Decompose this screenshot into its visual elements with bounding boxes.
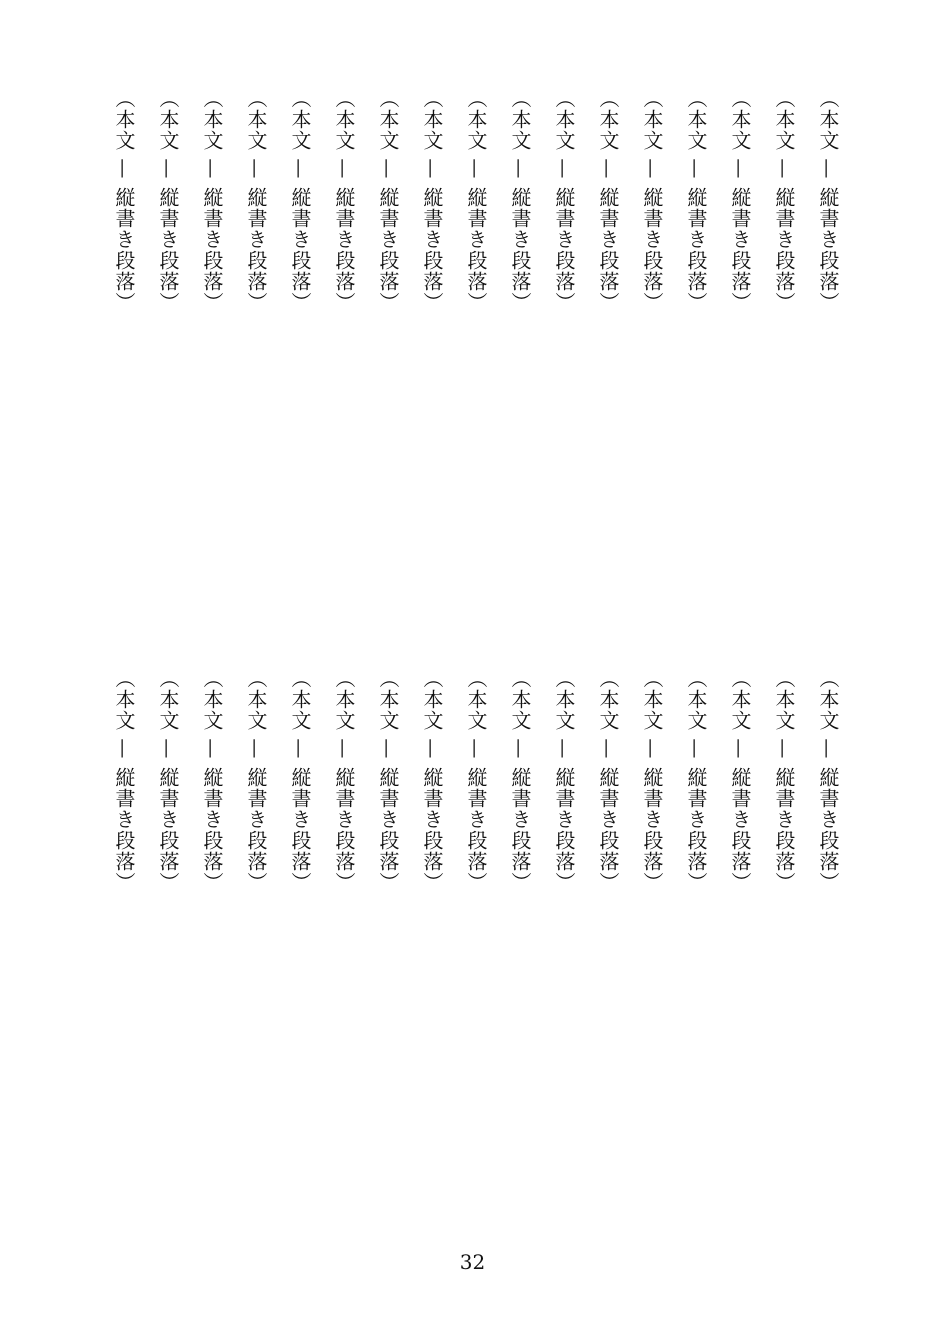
text-column: （本文 — 縦書き段落） — [728, 668, 752, 893]
text-column: （本文 — 縦書き段落） — [420, 668, 444, 893]
text-column: （本文 — 縦書き段落） — [552, 88, 576, 313]
text-column: （本文 — 縦書き段落） — [464, 88, 488, 313]
text-column: （本文 — 縦書き段落） — [552, 668, 576, 893]
text-column: （本文 — 縦書き段落） — [816, 88, 840, 313]
text-column: （本文 — 縦書き段落） — [816, 668, 840, 893]
bottom-text-block — [90, 668, 850, 1208]
text-column: （本文 — 縦書き段落） — [684, 668, 708, 893]
text-column: （本文 — 縦書き段落） — [288, 668, 312, 893]
text-column: （本文 — 縦書き段落） — [376, 88, 400, 313]
text-column: （本文 — 縦書き段落） — [244, 88, 268, 313]
text-column: （本文 — 縦書き段落） — [728, 88, 752, 313]
text-column: （本文 — 縦書き段落） — [464, 668, 488, 893]
text-column: （本文 — 縦書き段落） — [156, 88, 180, 313]
text-column: （本文 — 縦書き段落） — [596, 668, 620, 893]
page-number: 32 — [459, 1250, 486, 1274]
text-column: （本文 — 縦書き段落） — [244, 668, 268, 893]
text-column: （本文 — 縦書き段落） — [640, 668, 664, 893]
text-column: （本文 — 縦書き段落） — [508, 668, 532, 893]
text-column: （本文 — 縦書き段落） — [684, 88, 708, 313]
text-column: （本文 — 縦書き段落） — [156, 668, 180, 893]
text-column: （本文 — 縦書き段落） — [200, 88, 224, 313]
text-column: （本文 — 縦書き段落） — [508, 88, 532, 313]
text-column: （本文 — 縦書き段落） — [772, 668, 796, 893]
text-column: （本文 — 縦書き段落） — [376, 668, 400, 893]
text-column: （本文 — 縦書き段落） — [772, 88, 796, 313]
text-column: （本文 — 縦書き段落） — [420, 88, 444, 313]
text-column: （本文 — 縦書き段落） — [332, 88, 356, 313]
text-column: （本文 — 縦書き段落） — [332, 668, 356, 893]
text-column: （本文 — 縦書き段落） — [288, 88, 312, 313]
text-column: （本文 — 縦書き段落） — [112, 668, 136, 893]
text-column: （本文 — 縦書き段落） — [596, 88, 620, 313]
text-column: （本文 — 縦書き段落） — [200, 668, 224, 893]
top-text-block — [90, 88, 850, 628]
text-column: （本文 — 縦書き段落） — [112, 88, 136, 313]
text-column: （本文 — 縦書き段落） — [640, 88, 664, 313]
